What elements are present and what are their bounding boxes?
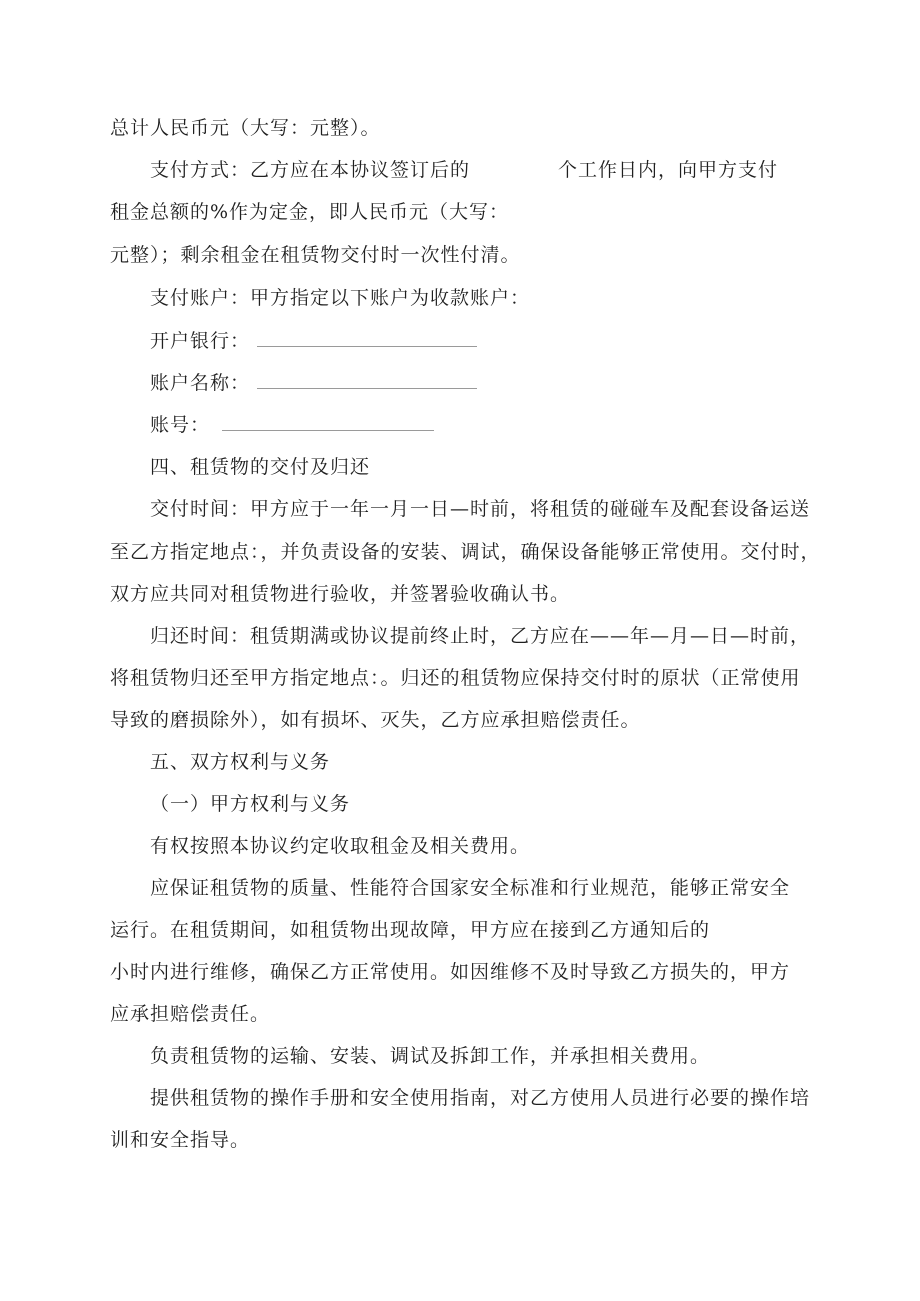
return-damage-line: 导致的磨损除外），如有损坏、灭失，乙方应承担赔偿责任。 (110, 709, 641, 731)
party-a-subheading: （一）甲方权利与义务 (150, 793, 351, 815)
party-a-transport-line: 负责租赁物的运输、安装、调试及拆卸工作，并承担相关费用。 (150, 1045, 711, 1067)
party-a-repair-line: 运行。在租赁期间，如租赁物出现故障，甲方应在接到乙方通知后的 (110, 919, 711, 941)
delivery-acceptance-line: 双方应共同对租赁物进行验收，并签署验收确认书。 (110, 583, 571, 605)
section-five-heading: 五、双方权利与义务 (150, 751, 331, 773)
payment-method-line-start: 支付方式：乙方应在本协议签订后的 (150, 159, 471, 181)
account-name-label: 账户名称： (150, 372, 251, 394)
account-number-blank (222, 430, 434, 431)
deposit-line: 租金总额的%作为定金，即人民币元（大写： (110, 201, 510, 223)
payment-account-line: 支付账户：甲方指定以下账户为收款账户： (150, 287, 531, 309)
party-a-liability-line: 应承担赔偿责任。 (110, 1003, 271, 1025)
account-number-label: 账号： (150, 414, 211, 436)
account-name-blank (257, 388, 477, 389)
return-time-line: 归还时间：租赁期满或协议提前终止时，乙方应在——年—月—日—时前， (150, 625, 811, 647)
bank-name-blank (257, 346, 477, 347)
total-amount-line: 总计人民币元（大写：元整）。 (110, 117, 381, 139)
party-a-right-collect: 有权按照本协议约定收取租金及相关费用。 (150, 835, 531, 857)
delivery-time-line: 交付时间：甲方应于一年一月一日—时前，将租赁的碰碰车及配套设备运送 (150, 498, 811, 520)
section-four-heading: 四、租赁物的交付及归还 (150, 456, 371, 478)
return-location-line: 将租赁物归还至甲方指定地点：。归还的租赁物应保持交付时的原状（正常使用 (110, 667, 801, 689)
payment-method-line-end: 个工作日内，向甲方支付 (558, 159, 779, 181)
party-a-training-line: 训和安全指导。 (110, 1129, 251, 1151)
remaining-rent-line: 元整）；剩余租金在租赁物交付时一次性付清。 (110, 244, 521, 266)
party-a-manual-line: 提供租赁物的操作手册和安全使用指南，对乙方使用人员进行必要的操作培 (150, 1087, 811, 1109)
party-a-quality-line: 应保证租赁物的质量、性能符合国家安全标准和行业规范，能够正常安全 (150, 877, 791, 899)
delivery-install-line: 至乙方指定地点：，并负责设备的安装、调试，确保设备能够正常使用。交付时， (110, 541, 821, 563)
bank-name-label: 开户银行： (150, 330, 251, 352)
party-a-repair-hours-line: 小时内进行维修，确保乙方正常使用。如因维修不及时导致乙方损失的，甲方 (110, 961, 791, 983)
